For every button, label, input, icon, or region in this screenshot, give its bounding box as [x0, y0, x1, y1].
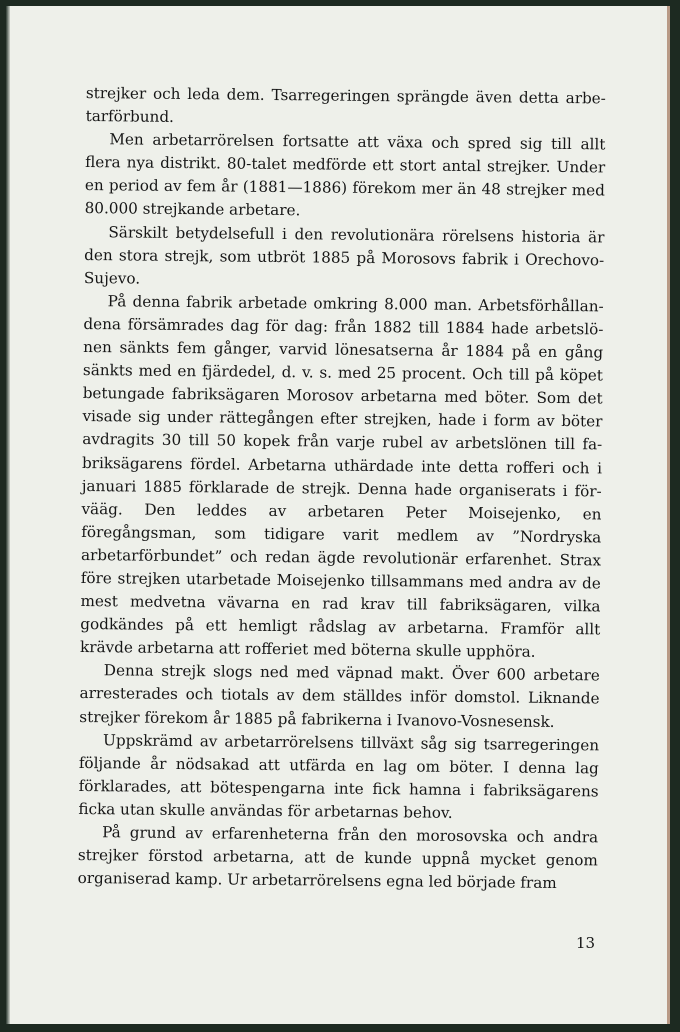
- paragraph-3: Särskilt betydelsefull i den revolutionära rörelsens historia är den stora strejk, som utbröt 1885 på Morosovs fabrik i Orechovo-Sujevo.: [83, 222, 605, 288]
- book-page: [6, 6, 670, 1024]
- paragraph-6: Uppskrämd av arbetarrörelsens tillväxt såg sig tsarregeringen följande år nödsakad att utfärda en lag om böter. I denna lag förklarades, att bötespengarna inte fick hamna i fabriksägarens ficka utan skulle användas för arbetarnas behov.: [78, 730, 600, 822]
- paragraph-2: Men arbetarrörelsen fortsatte att växa och spred sig till allt flera nya distrikt. 80-talet medförde ett stort antal strejker. Under en period av fem år (1881—1886) förekom mer än 48 strejker med 80.000 strejkande arbetare.: [84, 130, 606, 220]
- page-number: 13: [576, 934, 596, 952]
- body-text: [78, 82, 606, 896]
- paragraph-7: På grund av erfarenheterna från den morosovska och andra strejker förstod arbetarna, att de kunde uppnå mycket genom organiserad kamp. Ur arbetarrörelsens egna led började fram: [77, 823, 599, 893]
- page-binding-edge: [6, 6, 10, 1024]
- paragraph-4: På denna fabrik arbetade omkring 8.000 man. Arbetsförhållandena försämrades dag för dag: från 1882 till 1884 hade arbetslönen sänkts fem gånger, varvid lönesatserna år 1884 på en gång sänkts med en fjärdedel, d. v. s. med 25 procent. Och till på köpet betungade fabriksägaren Morosov arbetarna med böter. Som det visade sig under rättegången efter strejken, hade i form av böter avdragits 30 till 50 kopek från varje rubel av arbetslönen till fabriksägarens fördel. Arbetarna uthärdade inte detta rofferi och i januari 1885 förklarade de strejk. Denna hade organiserats i förvääg. Den leddes av arbetaren Peter Moisejenko, en föregångsman, som tidigare varit medlem av ”Nordryska arbetarförbundet” och redan ägde revolutionär erfarenhet. Strax före strejken utarbetade Moisejenko tillsammans med andra av de mest medvetna vävarna en rad krav till fabriksägaren, vilka godkändes på ett hemligt rådslag av arbetarna. Framför allt krävde arbetarna att rofferiet med böterna skulle upphöra.: [79, 292, 604, 661]
- paragraph-1: strejker och leda dem. Tsarregeringen sprängde även detta arbetarförbund.: [85, 83, 606, 127]
- paragraph-5: Denna strejk slogs ned med väpnad makt. Över 600 arbetare arresterades och tiotals av dem ställdes inför domstol. Liknande strejker förekom år 1885 på fabrikerna i Ivanovo-Vosnesensk.: [79, 661, 600, 731]
